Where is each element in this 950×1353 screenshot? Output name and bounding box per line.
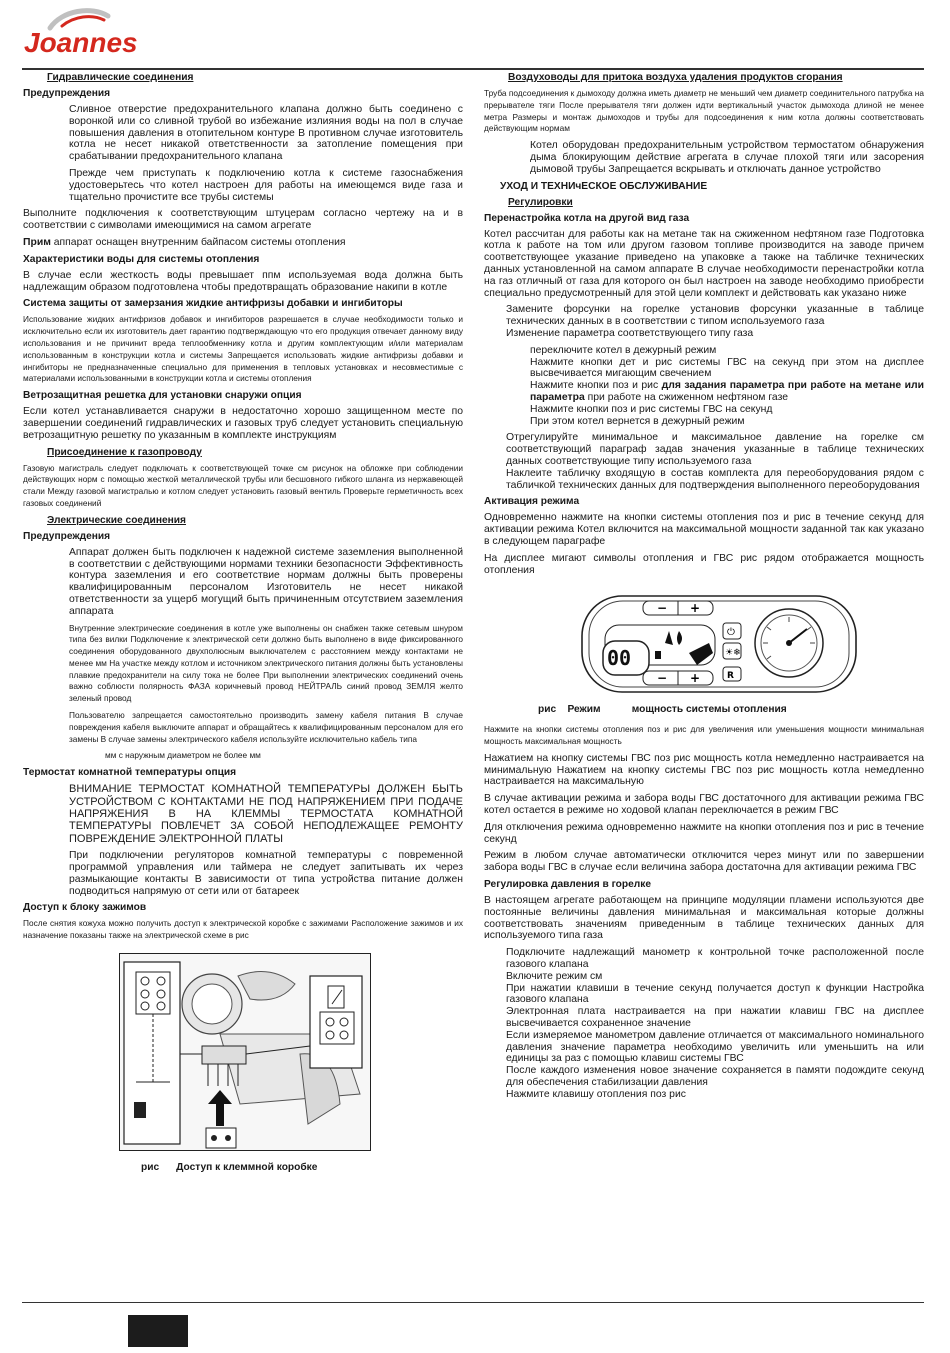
footer-rule bbox=[22, 1302, 924, 1303]
activation-heading: Активация режима bbox=[484, 496, 580, 508]
terminal-figure-caption bbox=[141, 1162, 463, 1174]
antifreeze-heading: Система защиты от замерзания жидкие антифризы добавки и ингибиторы bbox=[23, 298, 403, 310]
gas-heading: Присоединение к газопроводу bbox=[47, 446, 202, 458]
hydraulic-heading: Гидравлические соединения bbox=[47, 72, 194, 83]
svg-text:−: − bbox=[657, 671, 668, 686]
header-rule bbox=[22, 68, 924, 70]
substep-3-part-b: для задания параметра при работе на метане или параметра bbox=[530, 380, 924, 403]
gas-conversion-text: Котел рассчитан для работы как на метане так на сжиженном нефтяном газе Подготовка котла к работе на том или другом газовом топливе производится на заводе причем соответствующее указание приведено на упаковке а также на табличке технических данных установленной на самом аппарате В случае необходимости перенастройки котла на газ отличный от газа для которого он был настроен на заводе необходимо приобрести специально предусмотренный для этой цели комплект и действовать как указано ниже bbox=[484, 228, 924, 299]
electrical-heading: Электрические соединения bbox=[47, 514, 187, 526]
activation-text-6: Для отключения режима одновременно нажмите на кнопки отопления поз и рис в течение секунд bbox=[484, 821, 924, 845]
thermostat-heading: Термостат комнатной температуры опция bbox=[23, 767, 237, 779]
electrical-paragraph-3-tail: мм с наружным диаметром не более мм bbox=[105, 750, 261, 761]
conversion-step-1: Замените форсунки на горелке установив форсунки указанные в таблице технических данных в в соответствии с типом используемого газа bbox=[506, 304, 924, 328]
activation-text-4: Нажатием на кнопку системы ГВС поз рис мощность котла немедленно настраивается на минимальную Нажатием на кнопку системы ГВС поз рис мощность котла немедленно настраивается на максимальную bbox=[484, 752, 924, 788]
hydraulic-paragraph-3: Выполните подключения к соответствующим штуцерам согласно чертежу на и в соответствии с символами имеющимися на самом агрегате bbox=[23, 208, 463, 232]
svg-text:+: + bbox=[690, 671, 701, 686]
terminal-heading: Доступ к блоку зажимов bbox=[23, 902, 147, 914]
conversion-substep-4: Нажмите кнопки поз и рис системы ГВС на секунд bbox=[530, 403, 773, 415]
caption-mode: Режим bbox=[567, 704, 601, 716]
electrical-paragraph-2: Внутренние электрические соединения в котле уже выполнены он снабжен также сетевым шнуром типа без вилки Подключение к электрической сети должно быть выполнено в виде фиксированного соединения оборудованного двухполюсным выключателем с расстоянием между контактами не менее мм На участке между котлом и источником электрического питания должны быть установлены плавкие предохранители на силу тока не более При выполнении электрических соединений очень важно соблюсти полярность ФАЗА коричневый провод НЕЙТРАЛЬ синий провод ЗЕМЛЯ желто зеленый провод bbox=[69, 622, 463, 704]
pressure-step-4: Электронная плата настраивается на при нажатии клавиш ГВС на дисплее высвечивается сохраненное значение bbox=[506, 1006, 924, 1030]
conversion-substep-5: При этом котел вернется в дежурный режим bbox=[530, 415, 745, 427]
conversion-step-1b: Изменение параметра соответствующего типу газа bbox=[506, 327, 754, 339]
burner-pressure-text: В настоящем агрегате работающем на принципе модуляции пламени используются две постоянные величины давления минимальная и максимальная которые должны соответствовать значениям приведенным в таблице технических данных для используемого типа газа bbox=[484, 895, 924, 942]
caption-figure-label: рис bbox=[538, 704, 557, 716]
activation-text-2: На дисплее мигают символы отопления и ГВС рис рядом отображается мощность отопления bbox=[484, 552, 924, 576]
conversion-substep-2: Нажмите кнопки дет и рис системы ГВС на секунд при этом на дисплее высвечивается мигающим свечением bbox=[530, 356, 924, 380]
terminal-box-illustration bbox=[119, 953, 371, 1151]
logo-wordmark: Joannes bbox=[24, 27, 138, 58]
pressure-step-5: Если измеряемое манометром давление отличается от максимального номинального давления значение параметра необходимо увеличить или уменьшить на или единицы за раз с помощью клавиш системы ГВС bbox=[506, 1029, 924, 1065]
page-number-block bbox=[128, 1315, 188, 1347]
pressure-step-7: Нажмите клавишу отопления поз рис bbox=[506, 1088, 686, 1100]
control-panel-illustration bbox=[581, 595, 857, 693]
conversion-substep-1: переключите котел в дежурный режим bbox=[530, 344, 717, 356]
wind-grille-heading: Ветрозащитная решетка для установки снаружи опция bbox=[23, 390, 302, 402]
activation-text-5: В случае активации режима и забора воды ГВС достаточного для активации режима ГВС котел остается в режиме но ходовой клапан переключается в режим ГВС bbox=[484, 793, 924, 817]
electrical-paragraph-3: Пользователю запрещается самостоятельно производить замену кабеля питания В случае повреждения кабеля выключите аппарат и обращайтесь к квалифицированным персоналом для его замены В случае замены электрического кабеля используйте исключительно кабель типа bbox=[69, 710, 463, 744]
water-heading: Характеристики воды для системы отопления bbox=[23, 253, 260, 265]
electrical-paragraph-1: Аппарат должен быть подключен к надежной системе заземления выполненной в соответствии с действующими нормами техники безопасности Эффективность контура заземления и его соответствие нормам должны быть проверены квалифицированным персоналом Изготовитель не несет никакой ответственности за ущерб могущий быть причиненным отсутствием заземления аппарата bbox=[69, 546, 463, 617]
joannes-logo bbox=[22, 6, 204, 60]
plus-icon: + bbox=[690, 601, 701, 616]
substep-3-part-a: Нажмите кнопки поз и рис bbox=[530, 380, 662, 392]
conversion-step-3: Наклеите табличку входящую в состав комплекта для переоборудования рядом с табличкой технических данных для подтверждения выполненного переоборудования bbox=[506, 467, 924, 491]
gas-conversion-heading: Перенастройка котла на другой вид газа bbox=[484, 212, 690, 224]
right-column bbox=[484, 72, 924, 1101]
minus-icon: − bbox=[657, 601, 668, 616]
pressure-step-6: После каждого изменения новое значение сохраняется в памяти подождите секунд для обеспечения стабилизации давления bbox=[506, 1065, 924, 1089]
pressure-step-3: При нажатии клавиши в течение секунд получается доступ к функции Настройка газового клапана bbox=[506, 982, 924, 1006]
gas-text: Газовую магистраль следует подключать к соответствующей точке см рисунок на обложке при соблюдении действующих норм с помощью жесткой металлической трубы или бесшовного гибкого шланга из нержавеющей стали Между газовой магистралью и котлом следует установить газовый вентиль Проверьте герметичность всех газовых соединений bbox=[23, 462, 463, 508]
note-text: аппарат оснащен внутренним байпасом системы отопления bbox=[50, 236, 346, 248]
conversion-substep-3 bbox=[530, 380, 924, 404]
air-ducts-text: Труба подсоединения к дымоходу должна иметь диаметр не меньший чем диаметр соединительного патрубка на прерывателе тяги После прерывателя тяги должен идти вертикальный участок дымохода длиной не менее метра Размеры и монтаж дымоходов и трубы для подсоединения к ним котла должны соответствовать действующим нормам bbox=[484, 88, 924, 134]
caption-figure-label: рис bbox=[141, 1162, 160, 1174]
hydraulic-note bbox=[23, 237, 463, 249]
power-icon: ⏻ bbox=[727, 627, 735, 639]
maintenance-heading: УХОД И ТЕХНИчЕСКОЕ ОБСЛУЖИВАНИЕ bbox=[500, 180, 708, 192]
hydraulic-paragraph-2: Прежде чем приступать к подключению котла к системе газоснабжения удостоверьтесь что котел настроен для работы на имеющемся виде газа и тщательно прочистите все трубы системы bbox=[69, 167, 463, 203]
thermostat-text: При подключении регуляторов комнатной температуры с повременной программой управления или таймера не следует запитывать их через размыкающие контакты В зависимости от типа устройства питание должен подводиться напрямую от сети или от батареек bbox=[69, 850, 463, 897]
antifreeze-text: Использование жидких антифризов добавок и ингибиторов разрешается в случае необходимости только и исключительно если их изготовитель дает гарантию подтверждающую что его продукция отвечает данному виду использования и не причинит вреда теплообменнику котла и другим комплектующим и/или материалам использованным в конструкции котла и системы Запрещается использовать жидкие антифризы добавки и ингибиторы не предназначенные специально для применения в тепловых установках и несовместимые с материалами использованными в конструкции котла и системы отопления bbox=[23, 314, 463, 384]
note-label: Прим bbox=[23, 236, 51, 248]
thermostat-warning: ВНИМАНИЕ ТЕРМОСТАТ КОМНАТНОЙ ТЕМПЕРАТУРЫ ДОЛЖЕН БЫТЬ УСТРОЙСТВОМ С КОНТАКТАМИ НЕ ПОД НАПРЯЖЕНИЕМ ПРИ ПОДАЧЕ НАПРЯЖЕНИЯ В НА КЛЕММЫ ТЕРМОСТАТА КОМНАТНОЙ ТЕМПЕРАТУРЫ ПОВЛЕЧЕТ ЗА СОБОЙ НЕПОДЛЕЖАЩЕЕ РЕМОНТУ ПОВРЕЖДЕНИЕ ЭЛЕКТРОННОЙ ПЛАТЫ bbox=[69, 783, 463, 845]
hydraulic-warnings-heading: Предупреждения bbox=[23, 88, 111, 99]
substep-3-part-c: при работе на сжиженном нефтяном газе bbox=[584, 391, 788, 403]
wind-grille-text: Если котел устанавливается снаружи в недостаточно хорошо защищенном месте по завершении соединений гидравлических и газовых труб следует установить специальную ветрозащитную решетку по указанным в комплекте инструкциям bbox=[23, 406, 463, 441]
terminal-text: После снятия кожуха можно получить доступ к электрической коробке с зажимами Расположение зажимов и их назначение показаны также на электрической схеме в рис bbox=[23, 918, 463, 941]
water-text: В случае если жесткость воды превышает ппм используемая вода должна быть надлежащим образом подготовлена чтобы предотвращать образование накипи в котле bbox=[23, 269, 463, 293]
sun-snow-icon: ☀❄ bbox=[725, 648, 741, 659]
caption-text: мощность системы отопления bbox=[631, 704, 787, 716]
activation-text-7: Режим в любом случае автоматически отключится через минут или по завершении забора воды ГВС в случае если величина забора достаточна для активации режима ГВС bbox=[484, 850, 924, 874]
air-ducts-heading: Воздуховоды для притока воздуха удаления продуктов сгорания bbox=[508, 72, 843, 83]
pressure-step-2: Включите режим см bbox=[506, 970, 603, 982]
pressure-step-1: Подключите надлежащий манометр к контрольной точке расположенной после газового клапана bbox=[506, 947, 924, 971]
caption-text: Доступ к клеммной коробке bbox=[176, 1162, 318, 1174]
conversion-step-2: Отрегулируйте минимальное и максимальное давление на горелке см соответствующий параграф задав значения указанные в таблице технических данных соответствующие типу используемого газа bbox=[506, 432, 924, 467]
mode-figure-caption bbox=[538, 704, 924, 716]
activation-text-1: Одновременно нажмите на кнопки системы отопления поз и рис в течение секунд для активации режима Котел включится на максимальной мощности заданной так как указано в следующем параграфе bbox=[484, 512, 924, 547]
left-column bbox=[23, 72, 463, 1174]
electrical-warnings-heading: Предупреждения bbox=[23, 530, 111, 542]
adjustments-heading: Регулировки bbox=[508, 196, 573, 208]
air-ducts-text-2: Котел оборудован предохранительным устройством термостатом обнаружения дыма блокирующим действие агрегата в случае плохой тяги или засорения дымовой трубы Запрещается вскрывать и отключать данное устройство bbox=[530, 140, 924, 175]
burner-pressure-heading: Регулировка давления в горелке bbox=[484, 879, 652, 891]
hydraulic-paragraph-1: Сливное отверстие предохранительного клапана должно быть соединено с воронкой или со сливной трубой во избежание излияния воды на пол в случае повышения давления в отопительном контуре В противном случае изготовитель котла не несет никакой ответственности за затопление помещения при срабатывании предохранительного клапана bbox=[69, 104, 463, 163]
display-digits: 00 bbox=[607, 646, 632, 671]
reset-icon: R bbox=[727, 671, 734, 682]
activation-text-3: Нажмите на кнопки системы отопления поз и рис для увеличения или уменьшения мощности минимальная мощность максимальная мощность bbox=[484, 724, 924, 747]
